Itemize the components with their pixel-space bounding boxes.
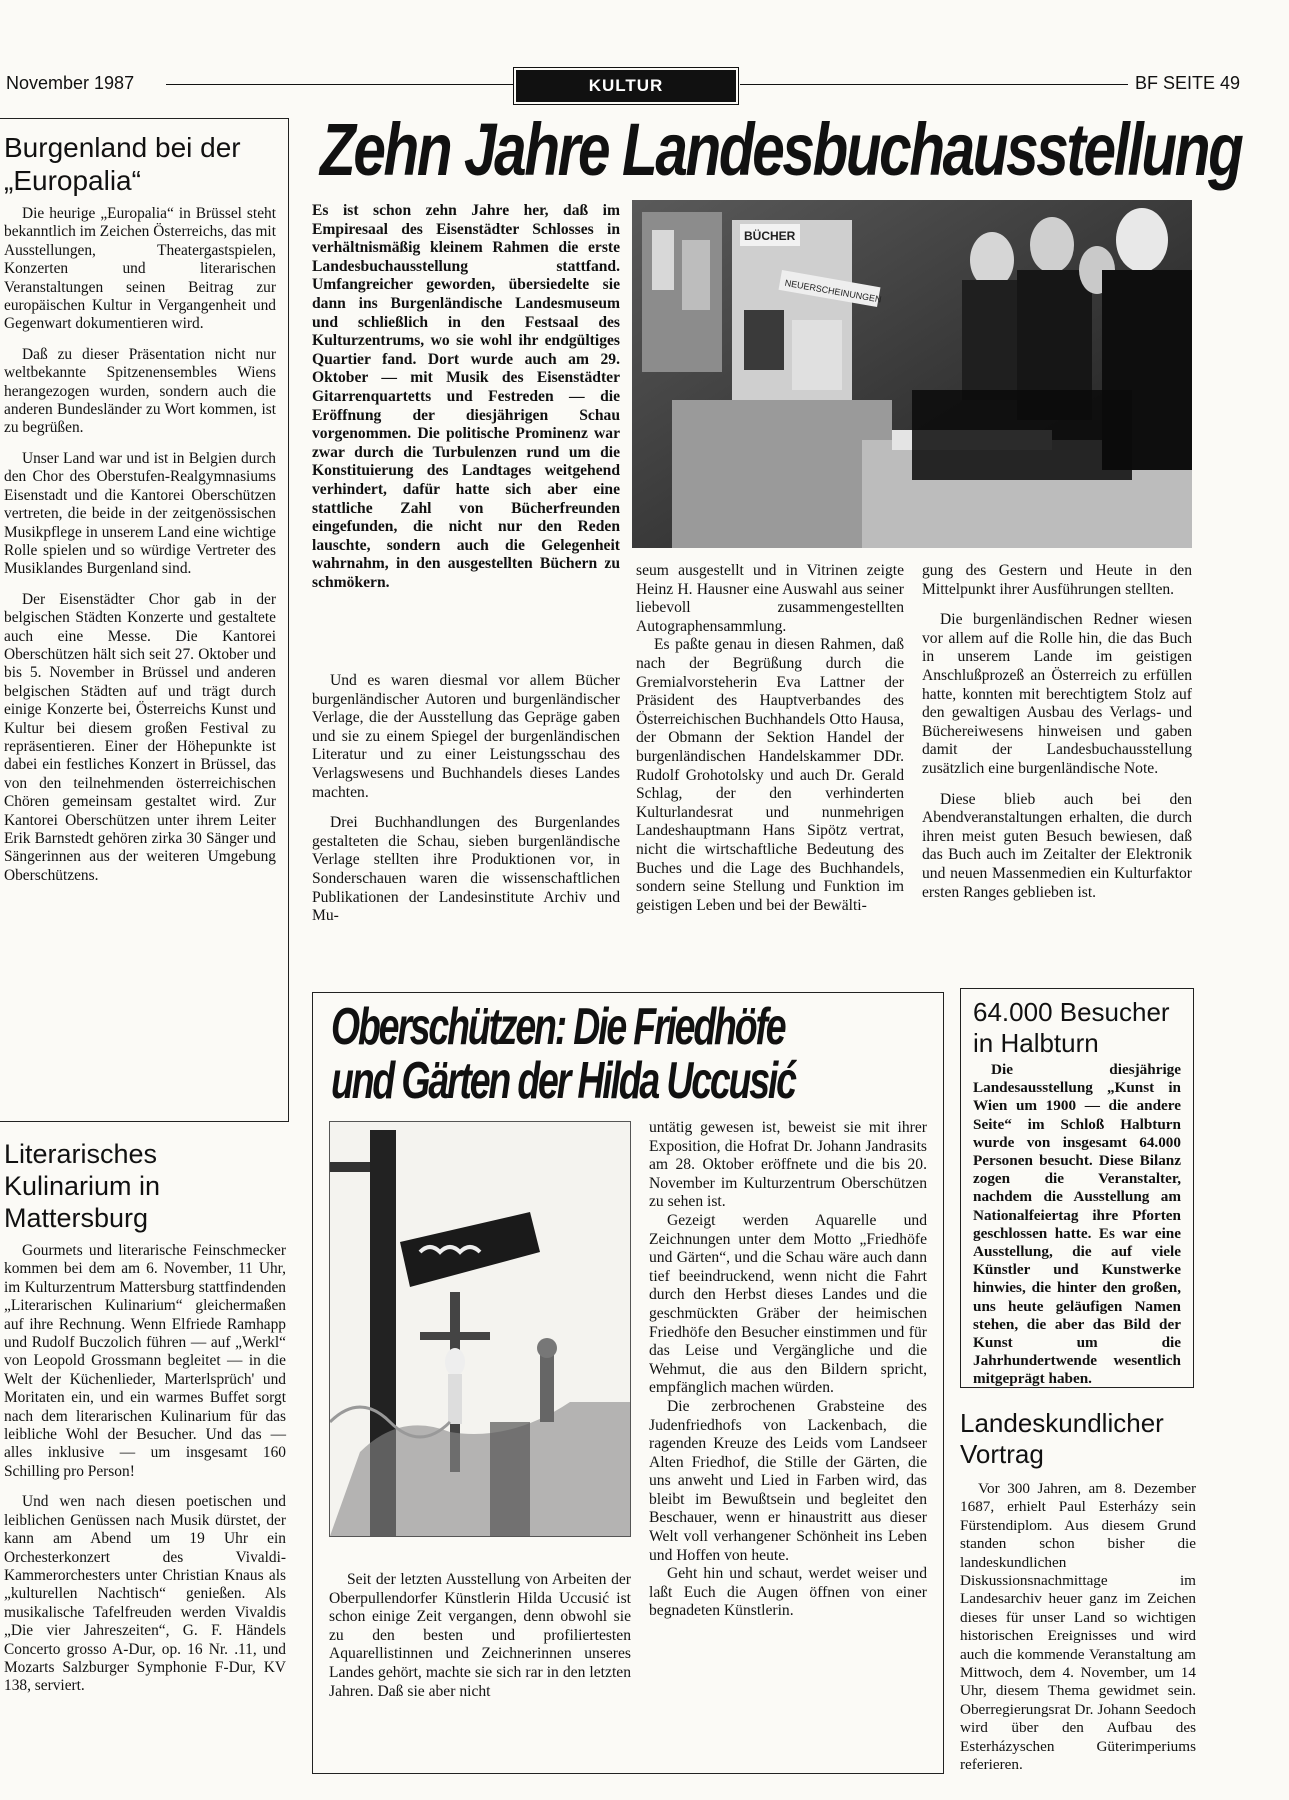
- europalia-paragraph: Die heurige „Europalia“ in Brüssel steht bekanntlich im Zeichen Österreichs, das mit Ausstellungen, Theatergastspielen, Konzerten und literarischen Veranstaltungen seinen Beitrag zur europäischen Kultur in Vergangenheit und Gegenwart dokumentieren wird.: [4, 205, 276, 333]
- main-column-3: [922, 562, 1192, 914]
- book-fair-photo-drawing: [632, 200, 1192, 548]
- halbturn-headline: 64.000 Besucher in Halbturn: [973, 997, 1170, 1058]
- europalia-headline: Burgenland bei der „Europalia“: [4, 132, 241, 196]
- europalia-paragraph: Der Eisenstädter Chor gab in der belgischen Städten Konzerte und gestaltete auch eine Messe. Die Kantorei Oberschützen hält sich seit 27. Oktober und bis 5. November in Brüssel und anderen belgischen Städten auf und trägt durch einige Konzerte bei, Österreichs Kunst und Kultur bei diesem großen Festival zu repräsentieren. Einer der Höhepunkte ist dabei ein festliches Konzert in Brüssel, das von den teilnehmenden österreichischen Chören gemeinsam gestaltet wird. Zur Kantorei Oberschützen unter ihrem Leiter Erik Barnstedt gehören zirka 30 Sänger und Sängerinnen aus der weiteren Umgebung Oberschützens.: [4, 590, 276, 884]
- main-lead-paragraph: Es ist schon zehn Jahre her, daß im Empiresaal des Eisenstädter Schlosses in verhältnismäßig kleinem Rahmen die erste Landesbuchausstellung stattfand. Umfangreicher geworden, übersiedelte sie dann ins Burgenländische Landesmuseum und schließlich in den Festsaal des Kulturzentrums, wo sie wohl ihr endgültiges Quartier fand. Dort wurde auch am 29. Oktober — mit Musik des Eisenstädter Gitarrenquartetts und Festreden — die Eröffnung der diesjährigen Schau vorgenommen. Die politische Prominenz war zwar durch die Turbulenzen rund um die Konstituierung des Landtages weitgehend verhindert, dafür hatte sich aber eine stattliche Zahl von Bücherfreunden eingefunden, die nicht nur den Reden lauschte, sondern auch die Gelegenheit wahrnahm, in den ausgestellten Büchern zu schmökern.: [312, 202, 620, 591]
- header-rule-left: [166, 84, 514, 85]
- photo-sign-new: NEUERSCHEINUNGEN: [783, 277, 883, 305]
- uccusic-column-1: [329, 1571, 631, 1713]
- uccusic-artwork-drawing: [330, 1122, 630, 1536]
- uccusic-headline-line1: Oberschützen: Die Friedhöfe: [331, 998, 785, 1056]
- halbturn-box: [960, 988, 1194, 1388]
- uccusic-paragraph: untätig gewesen ist, beweist sie mit ihrer Exposition, die Hofrat Dr. Johann Jandrasits am 28. Oktober eröffnete und die bis 20. November im Kulturzentrum Oberschützen zu sehen ist.: [649, 1119, 927, 1211]
- kulinarium-paragraph: Und wen nach diesen poetischen und leiblichen Genüssen nach Musik dürstet, der kann am Abend um 19 Uhr ein Orchesterkonzert des Vivaldi-Kammerorchesters unter Christian Knaus als „kulturellen Nachtisch“ genießen. Als musikalische Tafelfreuden werden Vivaldis „Die vier Jahreszeiten“, G. F. Händels Concerto grosso A-Dur, op. 16 Nr. .11, und Mozarts Salzburger Symphonie F-Dur, KV 138, serviert.: [4, 1493, 286, 1695]
- book-fair-photo: [632, 200, 1192, 548]
- kulinarium-headline: Literarisches Kulinarium in Mattersburg: [4, 1139, 161, 1233]
- main-paragraph: Diese blieb auch bei den Abendveranstaltungen erhalten, die durch ihren meist guten Besuch bewiesen, daß das Buch auch im Zeitalter der Elektronik und neuen Massenmedien ein Kulturfaktor ersten Ranges geblieben ist.: [922, 790, 1192, 901]
- kulinarium-article: [0, 1138, 292, 1708]
- main-paragraph: Die burgenländischen Redner wiesen vor allem auf die Rolle hin, die das Buch in unserem Lande im geistigen Anschlußprozeß an Österreich zu erfüllen hatte, konnten mit berechtigtem Stolz auf den gewaltigen Ausbau des Verlags- und Büchereiwesens hinweisen und gaben damit der Landesbuchausstellung zusätzlich eine burgenländische Note.: [922, 611, 1192, 777]
- main-paragraph: Es paßte genau in diesen Rahmen, daß nach der Begrüßung durch die Gremialvorsteherin Eva Lattner der Präsident des Hauptverbandes des Österreichischen Buchhandels Otto Hausa, der Obmann der Sektion Handel der burgenländischen Handelskammer DDr. Rudolf Grohotolsky und auch Dr. Gerald Schlag, der den verhinderten Kulturlandesrat und nunmehrigen Landeshauptmann Hans Sipötz vertrat, nicht die wirtschaftliche Bedeutung des Buches und die Lage des Buchhandels, sondern seine Stellung und Funktion im geistigen Leben und bei der Bewälti-: [636, 636, 904, 914]
- europalia-paragraph: Daß zu dieser Präsentation nicht nur weltbekannte Spitzenensembles Wiens herangezogen wurden, sondern auch die anderen Bundesländer zu Wort kommen, ist zu begrüßen.: [4, 345, 276, 437]
- europalia-paragraph: Unser Land war und ist in Belgien durch den Chor des Oberstufen-Realgymnasiums Eisenstadt und die Kantorei Oberschützen vertreten, die beide in der zeitgenössischen Musikpflege in unserem Land eine wichtige Rolle spielen und so würdige Vertreter des Musiklandes Burgenland sind.: [4, 449, 276, 578]
- europalia-box: [0, 118, 289, 1122]
- uccusic-box: [312, 992, 944, 1774]
- vortrag-headline: Landeskundlicher Vortrag: [960, 1408, 1164, 1469]
- main-paragraph: Und es waren diesmal vor allem Bücher burgenländischer Autoren und burgenländischer Verlage, die der Ausstellung das Gepräge gaben und sie zu einem Spiegel der burgenländischen Literatur und zu einer Leistungsschau des Verlagswesens und Buchhandels dieses Landes machten.: [312, 672, 620, 801]
- main-headline: Zehn Jahre Landesbuchausstellung: [320, 108, 1242, 191]
- halbturn-paragraph: Die diesjährige Landesausstellung „Kunst in Wien um 1900 — die andere Seite“ im Schloß Halbturn wurde von insgesamt 64.000 Personen besucht. Diese Bilanz zogen die Veranstalter, nachdem die Ausstellung am Nationalfeiertag ihre Pforten geschlossen hatte. Es war eine Ausstellung, die auf viele Künstler und Kunstwerke hinwies, die hinter den großen, uns heute geläufigen Namen stehen, die aber das Bild der Kunst um die Jahrhundertwende wesentlich mitgeprägt haben.: [973, 1061, 1181, 1388]
- uccusic-paragraph: Die zerbrochenen Grabsteine des Judenfriedhofs von Lackenbach, die ragenden Kreuze des Leids vom Landseer Alten Friedhof, die Stille der Gärten, die uns anweht und Lied in Farben wird, das bleibt im Bewußtsein und begleitet den Beschauer, wenn er hinaustritt aus dieser Welt voll verhangener Schönheit ins Leben und Hoffen von heute.: [649, 1397, 927, 1564]
- uccusic-paragraph: Gezeigt werden Aquarelle und Zeichnungen unter dem Motto „Friedhöfe und Gärten“, und die Schau wäre auch dann tief beeindruckend, wenn nicht die Fahrt durch den Herbst dieses Landes und die geschmückten Gräber der heimischen Friedhöfe den Besucher einstimmen und für das Leise und Vergängliche und die Wehmut, die aus den Bildern spricht, empfänglich machen würden.: [649, 1211, 927, 1397]
- main-column-1: [312, 672, 620, 926]
- main-column-2: [636, 562, 904, 927]
- uccusic-paragraph: Seit der letzten Ausstellung von Arbeiten der Oberpullendorfer Künstlerin Hilda Uccusić ist schon einige Zeit vergangen, denn obwohl sie zu den besten und profiliertesten Aquarellistinnen und Zeichnerinnen unseres Landes gehört, machte sie sich rar in den letzten Jahren. Daß sie aber nicht: [329, 1571, 631, 1700]
- photo-sign-books: BÜCHER: [744, 229, 796, 243]
- uccusic-headline-line2: und Gärten der Hilda Uccusić: [331, 1052, 795, 1110]
- vortrag-paragraph: Vor 300 Jahren, am 8. Dezember 1687, erhielt Paul Esterházy sein Fürstendiplom. Aus diesem Grund standen schon bisher die landeskundlichen Diskussionsnachmittage im Landesarchiv heuer ganz im Zeichen dieses für unser Land so wichtigen historischen Ereignisses und wird auch die kommende Veranstaltung am Mittwoch, dem 4. November, um 14 Uhr, diesem Thema gewidmet sein. Oberregierungsrat Dr. Johann Seedoch wird über den Aufbau des Esterházyschen Güterimperiums referieren.: [960, 1480, 1196, 1774]
- header-date: November 1987: [6, 73, 135, 93]
- section-badge: [516, 70, 736, 102]
- uccusic-paragraph: Geht hin und schaut, werdet weiser und laßt Euch die Augen öffnen von einer begnadeten Künstlerin.: [649, 1565, 927, 1620]
- main-paragraph: seum ausgestellt und in Vitrinen zeigte Heinz H. Hausner eine Auswahl aus seiner liebevoll zusammengestellten Autographensammlung.: [636, 562, 904, 635]
- main-lead-column: [312, 202, 620, 604]
- kulinarium-paragraph: Gourmets und literarische Feinschmecker kommen bei dem am 6. November, 11 Uhr, im Kulturzentrum Mattersburg stattfindenden „Literarischen Kulinarium“ gleichermaßen auf ihre Rechnung. Wenn Elfriede Ramhapp und Rudolf Buczolich führen — auf „Werkl“ von Leopold Grossmann begleitet — in die Welt der Küchenlieder, Marterlsprüch' und Moritaten ein, und ein warmes Buffet sorgt nach dem literarischen Kulinarium für das leibliche Wohl der Besucher. Und das — alles inklusive — um insgesamt 160 Schilling pro Person!: [4, 1242, 286, 1480]
- main-paragraph: Drei Buchhandlungen des Burgenlandes gestalteten die Schau, sieben burgenländische Verlage stellten ihre Produktionen vor, in Sonderschauen waren die wissenschaftlichen Publikationen der Landesinstitute Archiv und Mu-: [312, 814, 620, 925]
- main-paragraph: gung des Gestern und Heute in den Mittelpunkt ihrer Ausführungen stellten.: [922, 562, 1192, 598]
- section-label: KULTUR: [588, 76, 664, 95]
- uccusic-column-2: [649, 1119, 927, 1621]
- uccusic-artwork: [329, 1121, 631, 1537]
- header-page: BF SEITE 49: [1135, 73, 1241, 93]
- vortrag-article: [960, 1408, 1196, 1787]
- header-rule-right: [740, 84, 1128, 85]
